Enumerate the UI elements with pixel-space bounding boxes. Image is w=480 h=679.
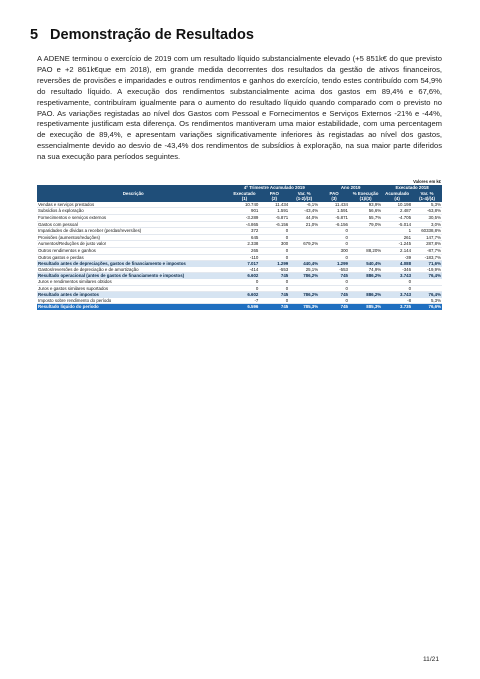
table-cell: 540,4% [349,261,382,267]
table-cell: 21,0% [289,221,319,228]
row-label: Resultado operacional (antes de gastos de financiamento e impostos) [37,273,230,279]
table-cell: 0 [259,298,289,304]
table-cell: -4.705 [382,214,412,221]
table-cell: 0 [319,234,349,241]
table-row [37,247,442,254]
table-cell: 0 [319,285,349,292]
table-cell: 287,8% [412,241,442,248]
col-subheader: (1)/(3) [349,196,382,202]
col-subheader: (3) [319,196,349,202]
table-cell: 5,3% [412,202,442,208]
row-label: Imparidades de dívidas a receber (perdas/reversões) [37,228,230,235]
row-label: Aumentos/Reduções de justo valor [37,241,230,248]
table-cell: 901 [230,208,260,215]
section-title: Demonstração de Resultados [50,27,254,43]
table-cell: -6.156 [319,221,349,228]
col-subheader: (2) [259,196,289,202]
income-statement-table [37,185,442,310]
row-label: Gastos com pessoal [37,221,230,228]
table-cell: 11.434 [259,202,289,208]
table-cell: 76,4% [412,273,442,279]
table-row [37,208,442,215]
table-cell: 1.591 [259,208,289,215]
table-cell: 55,7% [349,214,382,221]
group-header-year: Ano 2019 [319,185,382,191]
table-cell: 6.602 [230,292,260,298]
table-cell: 1.591 [319,208,349,215]
table-cell: 3.743 [382,292,412,298]
row-label: Provisões (aumentos/reduções) [37,234,230,241]
table-cell [289,285,319,292]
row-label: Imposto sobre rendimento do período [37,298,230,304]
table-cell: 300 [319,247,349,254]
table-cell: 5,3% [412,298,442,304]
row-label: Resultado antes de depreciações, gastos de financiamento e impostos [37,261,230,267]
table-cell: -110 [230,254,260,261]
table-cell: 3,0% [412,221,442,228]
col-header: Acumulado [382,191,412,197]
table-cell: 886,2% [349,273,382,279]
col-header: Var. % [412,191,442,197]
table-cell: 76,6% [412,304,442,310]
table-cell: 88,20% [349,247,382,254]
table-cell: 10.740 [230,202,260,208]
table-cell: 0 [319,298,349,304]
table-cell: 74,9% [349,267,382,273]
table-cell: 745 [259,304,289,310]
units-note: Valores em k€ [413,179,441,184]
table-cell: 44,0% [289,214,319,221]
col-subheader: (1-2)/(2) [289,196,319,202]
table-cell [349,228,382,235]
table-cell: 0 [259,285,289,292]
table-cell: 786,2% [289,292,319,298]
table-cell: 0 [259,247,289,254]
table-cell: 147,7% [412,234,442,241]
row-label: Resultado antes de impostos [37,292,230,298]
section-heading [30,27,254,43]
table-cell: -6.156 [259,221,289,228]
page-number: 11/21 [422,656,439,663]
col-header: % Execução [349,191,382,197]
table-cell: -3.289 [230,214,260,221]
table-cell: 2.338 [230,241,260,248]
table-cell: 3.735 [382,304,412,310]
table-cell: 0 [382,279,412,285]
table-cell: 745 [319,304,349,310]
table-cell: -7 [230,298,260,304]
table-cell: 1.299 [259,261,289,267]
table-row [37,234,442,241]
table-cell: -1.245 [382,241,412,248]
col-header-description: Descrição [37,185,230,202]
row-label: Juros e gastos similares suportados [37,285,230,292]
table-cell [349,285,382,292]
table-row [37,228,442,235]
table-cell: 785,3% [289,304,319,310]
table-cell: -19,9% [412,267,442,273]
table-cell: -4.865 [230,221,260,228]
table-cell: 372 [230,228,260,235]
table-cell [289,234,319,241]
table-cell: 440,4% [289,261,319,267]
table-cell: 1.299 [319,261,349,267]
table-cell: -414 [230,267,260,273]
table-cell: 56,6% [349,208,382,215]
table-cell: 11.434 [319,202,349,208]
table-cell: 0 [382,285,412,292]
table-cell: 60338,8% [412,228,442,235]
table-cell: 0 [230,285,260,292]
col-header: Var. % [289,191,319,197]
table-cell: 30,5% [412,214,442,221]
table-cell: 0 [259,279,289,285]
table-cell: 265 [230,247,260,254]
col-subheader: (1) [230,196,260,202]
col-header: PAO [259,191,289,197]
table-cell: -553 [259,267,289,273]
table-cell: -346 [382,267,412,273]
table-cell: 6.602 [230,273,260,279]
row-label: Juros e rendimentos similares obtidos [37,279,230,285]
section-number: 5 [30,27,39,43]
group-header-q4: 4º Trimestre Acumulado 2019 [230,185,320,191]
table-cell: 885,3% [349,304,382,310]
table-cell [289,254,319,261]
section-paragraph: A ADENE terminou o exercício de 2019 com um resultado líquido substancialmente elevado (+5 851k€ do que previsto PAO e +2 861k€que em 2018), em grande medida decorrentes dos resultados da gestão de ativos financeiros, reversões de provisões e imparidades e outros rendimentos e ganhos do exercício, tendo estes contribuído com 54,9% do resultado líquido. A execução dos rendimentos substancialmente acima dos gastos em 89,4% e 67,6%, respetivamente, contribuíram igualmente para o aumento do resultado líquido quando comparado com o previsto no PAO. As variações registadas ao nível dos Gastos com Pessoal e Fornecimentos e Serviços Externos -21% e -44%, respetivamente justificam esta diferença. Os rendimentos mantiveram uma maior estabilidade, com uma percentagem de execução de 89,4%, e apresentam variações significativamente inferiores às registadas ao nível dos gastos, essencialmente devido ao desvio de -43,4% dos rendimentos de subsídios à exploração, na sua maior parte diferidos na sua execução para períodos seguintes. [37,54,442,162]
table-cell: 1 [382,228,412,235]
table-cell: 2.487 [382,208,412,215]
group-header-exec2018: Executado 2018 [382,185,442,191]
table-cell: 0 [319,254,349,261]
col-subheader: (4) [382,196,412,202]
table-cell: -5.871 [319,214,349,221]
table-cell: 745 [319,292,349,298]
col-header: PAO [319,191,349,197]
table-cell: -6,1% [289,202,319,208]
table-cell: -39 [382,254,412,261]
table-cell [412,285,442,292]
table-cell: 0 [259,234,289,241]
table-cell: 0 [259,228,289,235]
table-cell [289,247,319,254]
col-header: Executado [230,191,260,197]
table-cell: -5.871 [259,214,289,221]
table-cell: 886,2% [349,292,382,298]
table-cell: 3.743 [382,273,412,279]
table-cell: 679,2% [289,241,319,248]
table-cell: 4.088 [382,261,412,267]
table-cell: 645 [230,234,260,241]
table-cell: 745 [259,292,289,298]
table-cell: 0 [319,279,349,285]
table-cell: 10.198 [382,202,412,208]
table-cell: 745 [259,273,289,279]
table-cell: 2.144 [382,247,412,254]
table-row [37,221,442,228]
table-row [37,214,442,221]
table-cell: -5.014 [382,221,412,228]
row-label: Gastos/reversões de depreciação e de amortização [37,267,230,273]
table-cell [349,234,382,241]
table-cell: 786,2% [289,273,319,279]
table-cell: 745 [319,273,349,279]
table-cell: 93,9% [349,202,382,208]
table-cell: 71,6% [412,261,442,267]
table-cell [289,228,319,235]
table-cell: 79,0% [349,221,382,228]
table-cell: -183,7% [412,254,442,261]
row-label: Outros gastos e perdas [37,254,230,261]
table-cell: 6.596 [230,304,260,310]
table-cell: 0 [319,228,349,235]
table-row [37,254,442,261]
table-cell: -63,8% [412,208,442,215]
table-cell: 0 [259,254,289,261]
table-cell: 300 [259,241,289,248]
table-cell: -43,4% [289,208,319,215]
table-cell: 76,4% [412,292,442,298]
row-label: Vendas e serviços prestados [37,202,230,208]
row-label: Resultado líquido do período [37,304,230,310]
table-row [37,241,442,248]
table-cell: -553 [319,267,349,273]
table-cell: 25,1% [289,267,319,273]
table-cell: 261 [382,234,412,241]
row-label: Subsídios à exploração [37,208,230,215]
col-subheader: (1-4)/(4) [412,196,442,202]
table-cell: 0 [230,279,260,285]
table-cell: 0 [319,241,349,248]
table-cell: 7.017 [230,261,260,267]
table-row [37,285,442,292]
table-cell: -8 [382,298,412,304]
row-label: Outros rendimentos e ganhos [37,247,230,254]
table-total-row [37,304,442,310]
row-label: Fornecimentos e serviços externos [37,214,230,221]
table-cell [349,254,382,261]
table-cell [349,241,382,248]
table-cell: -87,7% [412,247,442,254]
